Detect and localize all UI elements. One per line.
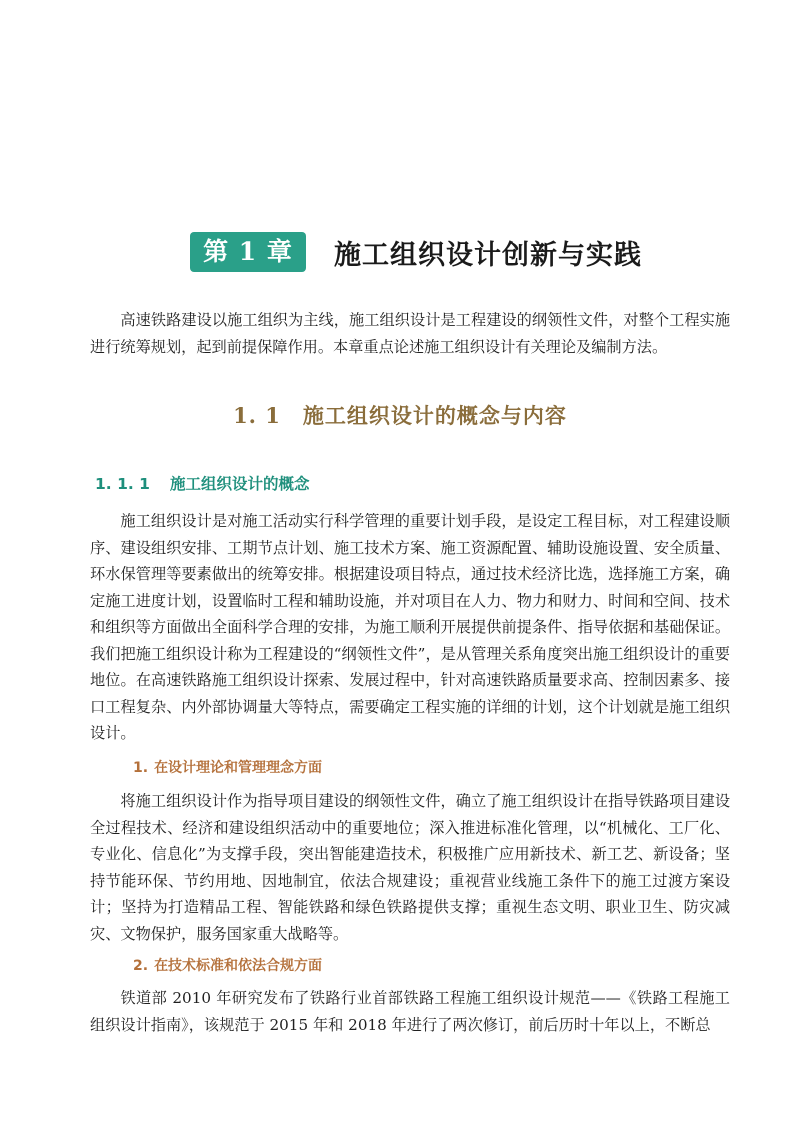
subsection-heading <box>95 472 309 494</box>
section-title: 施工组织设计的概念与内容 <box>302 404 567 428</box>
chapter-number-badge: 第 1 章 <box>190 232 306 272</box>
section-heading <box>0 400 800 430</box>
standards-paragraph: 铁道部 2010 年研究发布了铁路行业首部铁路工程施工组织设计规范——《铁路工程施工组织设计指南》，该规范于 2015 年和 2018 年进行了两次修订，前后历时十年以上，不断总 <box>90 989 730 1034</box>
chapter-title: 施工组织设计创新与实践 <box>334 239 642 271</box>
item-number: 1. <box>133 760 149 776</box>
item-heading-theory <box>133 757 322 777</box>
theory-paragraph: 将施工组织设计作为指导项目建设的纲领性文件，确立了施工组织设计在指导铁路项目建设全过程技术、经济和建设组织活动中的重要地位；深入推进标准化管理，以“机械化、工厂化、专业化、信息化”为支撑手段，突出智能建造技术，积极推广应用新技术、新工艺、新设备；坚持节能环保、节约用地、因地制宜，依法合规建设；重视营业线施工条件下的施工过渡方案设计；坚持为打造精品工程、智能铁路和绿色铁路提供支撑；重视生态文明、职业卫生、防灾减灾、文物保护，服务国家重大战略等。 <box>90 792 730 943</box>
item-title: 在设计理论和管理理念方面 <box>154 760 323 776</box>
concept-paragraph: 施工组织设计是对施工活动实行科学管理的重要计划手段，是设定工程目标，对工程建设顺序、建设组织安排、工期节点计划、施工技术方案、施工资源配置、辅助设施设置、安全质量、环水保管理等要素做出的统筹安排。根据建设项目特点，通过技术经济比选，选择施工方案，确定施工进度计划，设置临时工程和辅助设施，并对项目在人力、物力和财力、时间和空间、技术和组织等方面做出全面科学合理的安排，为施工顺利开展提供前提条件、指导依据和基础保证。我们把施工组织设计称为工程建设的“纲领性文件”，是从管理关系角度突出施工组织设计的重要地位。在高速铁路施工组织设计探索、发展过程中，针对高速铁路质量要求高、控制因素多、接口工程复杂、内外部协调量大等特点，需要确定工程实施的详细的计划，这个计划就是施工组织设计。 <box>90 512 730 742</box>
subsection-title: 施工组织设计的概念 <box>169 475 310 493</box>
item-title: 在技术标准和依法合规方面 <box>154 958 323 974</box>
subsection-number: 1. 1. 1 <box>95 475 150 493</box>
item-number: 2. <box>133 958 149 974</box>
chapter-heading <box>190 232 642 272</box>
intro-paragraph: 高速铁路建设以施工组织为主线，施工组织设计是工程建设的纲领性文件，对整个工程实施进行统筹规划，起到前提保障作用。本章重点论述施工组织设计有关理论及编制方法。 <box>90 311 730 356</box>
section-number: 1. 1 <box>233 403 281 428</box>
item-heading-standards <box>133 955 322 975</box>
